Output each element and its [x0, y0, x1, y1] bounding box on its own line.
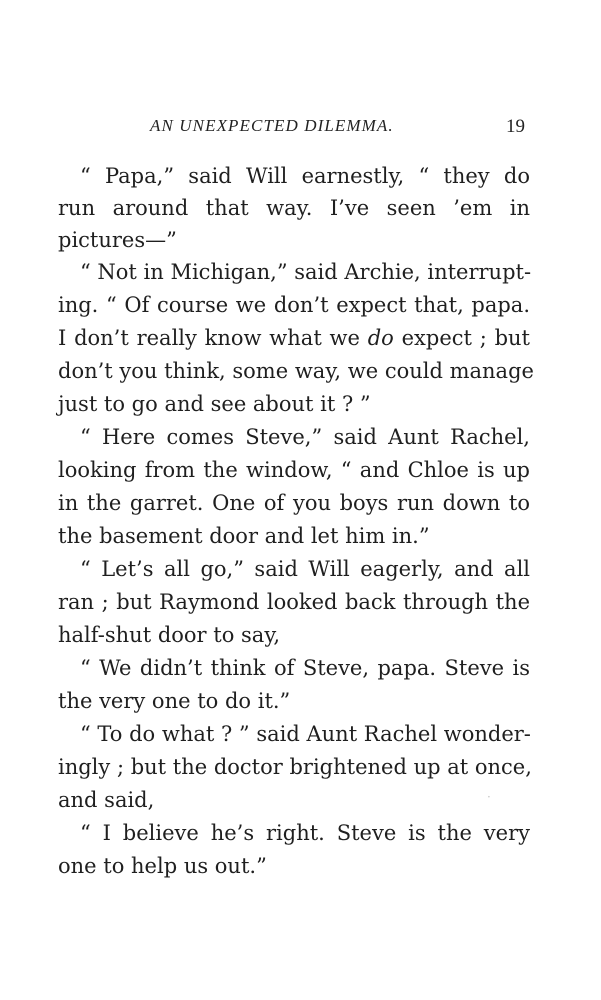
- text-line: I don’t really know what we do expect ; but: [58, 326, 530, 350]
- page-number: 19: [506, 116, 525, 137]
- text-line: half-shut door to say,: [58, 623, 281, 647]
- text-line: the very one to do it.”: [58, 689, 291, 713]
- running-head: AN UNEXPECTED DILEMMA.: [150, 116, 394, 135]
- text-line: run around that way. I’ve seen ’em in: [58, 196, 530, 220]
- text-line: “ Papa,” said Will earnestly, “ they do: [80, 164, 530, 188]
- text-line: in the garret. One of you boys run down to: [58, 491, 530, 515]
- text-line: “ Not in Michigan,” said Archie, interrupt-: [80, 260, 532, 284]
- paper-speck: ·: [487, 790, 491, 804]
- text-line: ingly ; but the doctor brightened up at once,: [58, 755, 532, 779]
- text-line: just to go and see about it ? ”: [58, 392, 371, 416]
- text-line: one to help us out.”: [58, 854, 267, 878]
- text-line: “ I believe he’s right. Steve is the very: [80, 821, 530, 845]
- text-line: “ Here comes Steve,” said Aunt Rachel,: [80, 425, 530, 449]
- text-line: “ We didn’t think of Steve, papa. Steve is: [80, 656, 530, 680]
- text-line: pictures—”: [58, 228, 177, 252]
- text-line: “ To do what ? ” said Aunt Rachel wonder-: [80, 722, 531, 746]
- text-line: don’t you think, some way, we could manage: [58, 359, 534, 383]
- text-line: ing. “ Of course we don’t expect that, papa.: [58, 293, 530, 317]
- text-line: ran ; but Raymond looked back through the: [58, 590, 530, 614]
- text-line: the basement door and let him in.”: [58, 524, 430, 548]
- text-line: looking from the window, “ and Chloe is up: [58, 458, 530, 482]
- text-line: and said,: [58, 788, 155, 812]
- text-line: “ Let’s all go,” said Will eagerly, and all: [80, 557, 530, 581]
